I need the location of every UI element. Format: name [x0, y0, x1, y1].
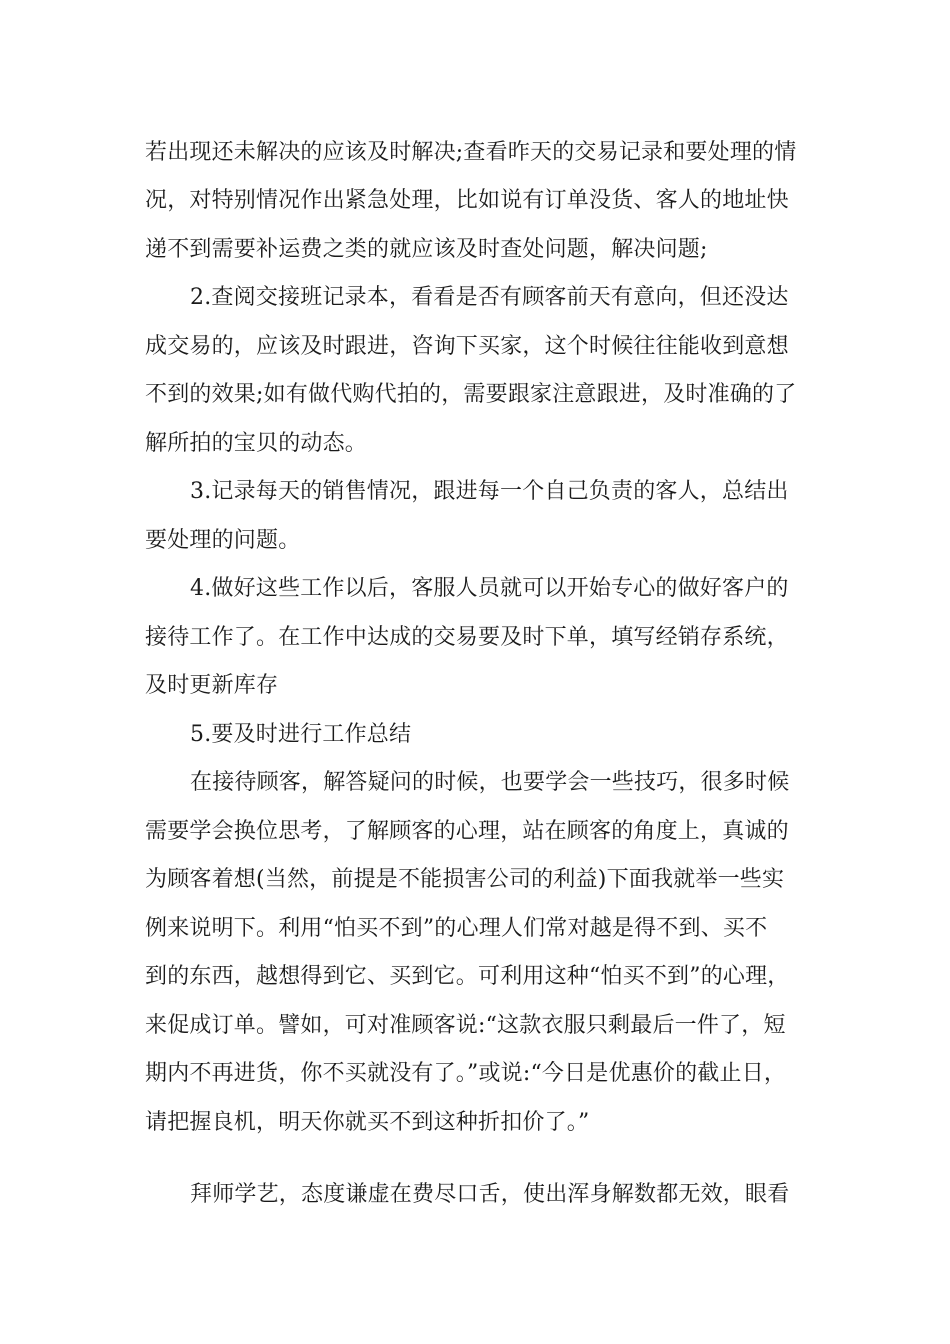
- text-line: 2.查阅交接班记录本，看看是否有顾客前天有意向，但还没达: [190, 285, 789, 310]
- text-line: 请把握良机，明天你就买不到这种折扣价了。”: [145, 1110, 590, 1135]
- text-line: 接待工作了。在工作中达成的交易要及时下单，填写经销存系统，: [145, 625, 789, 650]
- text-line: 拜师学艺，态度谦虚在费尽口舌，使出浑身解数都无效，眼看: [190, 1182, 790, 1207]
- text-line: 需要学会换位思考，了解顾客的心理，站在顾客的角度上，真诚的: [145, 819, 789, 844]
- text-line: 5.要及时进行工作总结: [190, 722, 412, 747]
- text-line: 及时更新库存: [145, 673, 279, 698]
- text-line: 不到的效果;如有做代购代拍的，需要跟家注意跟进，及时准确的了: [145, 382, 797, 407]
- text-line: 来促成订单。譬如，可对准顾客说:“这款衣服只剩最后一件了，短: [145, 1013, 786, 1038]
- text-line: 若出现还未解决的应该及时解决;查看昨天的交易记录和要处理的情: [145, 140, 797, 165]
- text-line: 要处理的问题。: [145, 528, 301, 553]
- text-line: 递不到需要补运费之类的就应该及时查处问题，解决问题;: [145, 237, 708, 262]
- text-line: 况，对特别情况作出紧急处理，比如说有订单没货、客人的地址快: [145, 188, 789, 213]
- text-line: 例来说明下。利用“怕买不到”的心理人们常对越是得不到、买不: [145, 916, 768, 941]
- text-line: 成交易的，应该及时跟进，咨询下买家，这个时候往往能收到意想: [145, 334, 789, 359]
- text-line: 3.记录每天的销售情况，跟进每一个自己负责的客人，总结出: [190, 479, 789, 504]
- text-line: 为顾客着想(当然，前提是不能损害公司的利益)下面我就举一些实: [145, 867, 785, 892]
- text-line: 到的东西，越想得到它、买到它。可利用这种“怕买不到”的心理，: [145, 964, 790, 989]
- text-line: 期内不再进货，你不买就没有了。”或说:“今日是优惠价的截止日，: [145, 1061, 787, 1086]
- text-line: 在接待顾客，解答疑问的时候，也要学会一些技巧，很多时候: [190, 770, 790, 795]
- text-line: 解所拍的宝贝的动态。: [145, 431, 368, 456]
- text-line: 4.做好这些工作以后，客服人员就可以开始专心的做好客户的: [190, 576, 789, 601]
